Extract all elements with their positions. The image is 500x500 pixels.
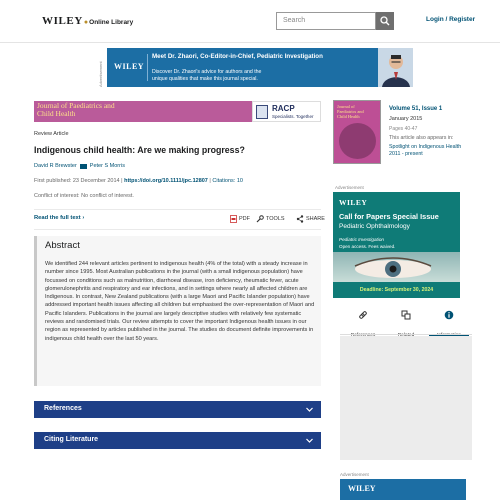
abstract-heading: Abstract [45,240,80,251]
login-register-link[interactable]: Login / Register [426,16,476,23]
author-link[interactable]: Peter S Morris [89,163,125,169]
issue-link[interactable]: Volume 51, Issue 1 [389,106,443,112]
first-published: First published: 23 December 2014 [34,178,120,184]
ad-label-vertical: Advertisement [98,61,103,87]
ad-eye-image [333,252,460,282]
racp-tagline: Specialists. Together [272,114,314,119]
site-header [0,0,500,43]
article-title: Indigenous child health: Are we making progress? [34,145,245,155]
ad-portrait-image [378,48,413,87]
ad-subheadline: Pediatric Ophthalmology [339,223,410,230]
share-button[interactable]: SHARE [296,215,325,223]
sidebar-advertisement[interactable] [333,192,460,298]
related-icon [401,310,411,320]
ad-headline: Meet Dr. Zhaori, Co-Editor-in-Chief, Pediatric Investigation [152,53,323,60]
divider [34,229,321,230]
read-full-text-link[interactable]: Read the full text › [34,215,85,221]
tab-references[interactable] [343,308,383,334]
logo-dot-icon: ● [83,19,89,26]
journal-banner-title: Journal of Paediatrics and Child Health [37,101,115,119]
wrench-icon [256,215,264,223]
search-icon [380,16,390,26]
citing-literature-accordion[interactable] [34,432,321,449]
journal-banner[interactable] [34,101,252,122]
journal-cover-image[interactable] [333,100,381,164]
references-label: References [44,405,82,412]
ad-brand: WILEY [114,62,145,71]
ad-subtext-1: Discover Dr. Zhaori's advice for authors and the [152,69,262,75]
ad-headline: Call for Papers Special Issue [339,212,439,221]
abstract-text: We identified 244 relevant articles pertinent to indigenous health (4% of the total) with a steady increase in number since 1995. Most Australian publications in the journal (with a small indigenous population) have focussed on conditions such as malnutrition, diarrhoeal disease, iron deficiency, rheumatic fever, acute glomerulonephritis and respiratory and ear infections, and in settings where nearly all affected children are Indigenous. In contrast, New Zealand publications (with a large Maori and Pacific Islander population) have addressed important health issues affecting all children but emphasised the over-representation of Maori and Pacific Islanders. Publications in the journal are largely descriptive studies with relatively few systematic reviews and randomised trials. Our review attempts to cover the important Indigenous health issues in our region as represented by articles published in the journal. The studies do document definite improvements in indigenous child health over the last 50 years. [45,261,315,342]
tab-content-panel [340,336,472,460]
ad-note: Open access. Fees waived. [339,244,396,249]
issue-pages: Pages 40-47 [389,126,418,132]
share-icon [296,215,304,223]
author-list [34,163,125,169]
ad-deadline: Deadline: September 30, 2024 [333,282,460,298]
ad-journal-name: Pediatric Investigation [339,237,384,242]
ad-divider [147,54,148,81]
cover-title: Journal of Paediatrics and Child Health [337,104,364,119]
chevron-down-icon [305,405,314,414]
tab-related[interactable] [386,308,426,334]
search-input[interactable]: Search [276,12,376,30]
sidebar-advertisement-2[interactable] [340,479,466,500]
racp-name: RACP [272,104,295,113]
tab-information[interactable] [429,308,469,334]
spotlight-link[interactable]: Spotlight on Indigenous Health 2011 - present [389,144,462,158]
article-type: Review Article [34,131,69,137]
ad-subtext-2: unique qualities that make this journal special. [152,76,258,82]
ad-brand: WILEY [339,198,368,207]
ad-label: Advertisement [335,185,364,190]
racp-partner-logo[interactable] [252,101,321,122]
author-link[interactable]: David R Brewster [34,163,77,169]
racp-crest-icon [256,105,268,119]
ad-brand: WILEY [348,484,376,493]
link-icon [358,310,368,320]
issue-date: January 2015 [389,116,423,122]
citing-literature-label: Citing Literature [44,436,99,443]
abstract-section [34,236,321,386]
cover-artwork [339,123,376,159]
logo-brand: WILEY [42,15,83,27]
email-icon[interactable] [80,164,87,169]
wiley-logo[interactable] [42,15,133,27]
also-appears-label: This article also appears in: [389,135,454,141]
logo-product: Online Library [89,19,134,26]
divider [340,334,472,335]
search-button[interactable] [376,12,394,30]
references-accordion[interactable] [34,401,321,418]
publication-info: First published: 23 December 2014 | https://doi.org/10.1111/jpc.12807 | Citations: 10 [34,178,243,184]
pdf-icon [230,215,237,223]
pdf-button[interactable]: PDF [230,215,250,223]
conflict-of-interest: Conflict of interest: No conflict of interest. [34,193,134,199]
info-icon [444,310,454,320]
top-advertisement[interactable] [107,48,413,87]
chevron-down-icon [305,436,314,445]
divider [34,209,321,210]
tools-button[interactable]: TOOLS [256,215,285,223]
ad-label: Advertisement [340,472,369,477]
doi-link[interactable]: https://doi.org/10.1111/jpc.12807 [124,178,208,184]
sidebar-tabs [340,308,472,334]
citations-count[interactable]: Citations: 10 [212,178,243,184]
